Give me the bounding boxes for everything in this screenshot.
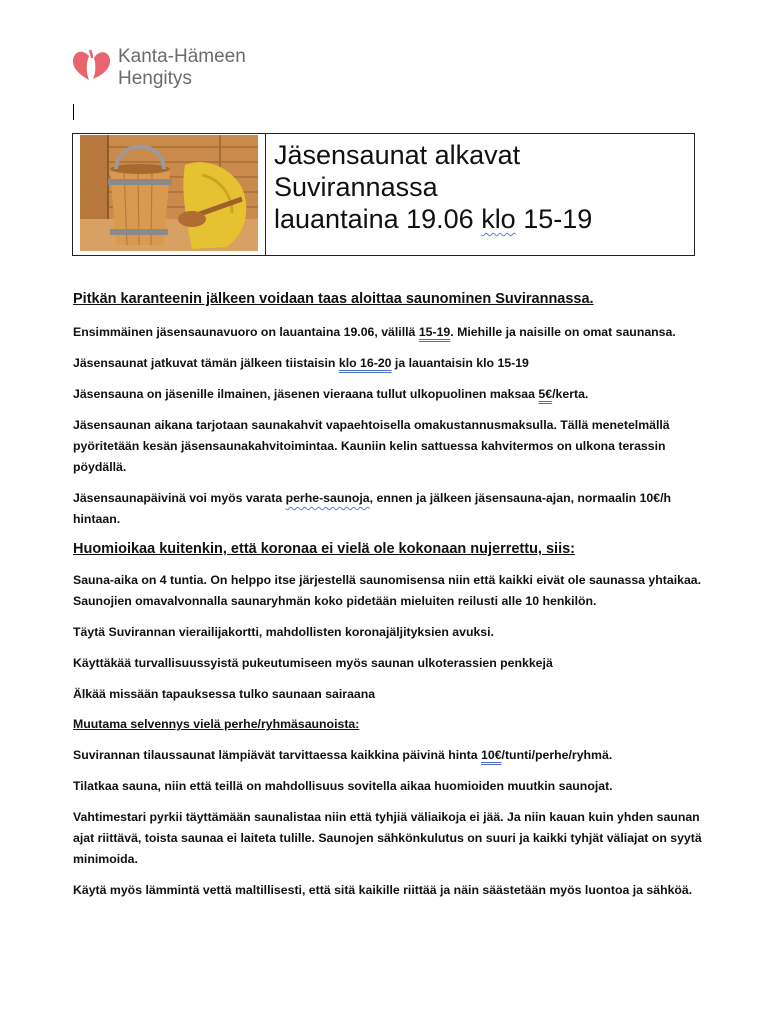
organization-logo (72, 44, 302, 96)
p3-rest: /kerta. (552, 387, 589, 401)
paragraph-coffee: Jäsensaunan aikana tarjotaan saunakahvit vapaehtoisella omakustannusmaksulla. Tällä menetelmällä pyöritetään kesän jäsensaunakahvitoimintaa. Kauniin kelin sattuessa kahvitermos on ulkona terassin pöydällä. (73, 418, 670, 474)
p1-rest: . Miehille ja naisille on omat saunansa. (450, 325, 676, 339)
heart-lungs-icon (72, 46, 112, 90)
paragraph-order-sauna: Tilatkaa sauna, niin että teillä on mahdollisuus sovitella aikaa huomioiden muutkin saunojat. (73, 779, 613, 793)
paragraph-caretaker: Vahtimestari pyrkii täyttämään saunalistaa niin että tyhjiä väliaikoja ei jää. Ja niin kauan kuin yhden saunan ajat riittävä, toista saunaa ei laiteta tulille. Saunojen sähkönkulutus on suuri ja kaikki tyhjät väliajat on syytä minimoida. (73, 810, 702, 866)
paragraph-family-sauna (73, 488, 703, 530)
subheading-family-groups: Muutama selvennys vielä perhe/ryhmäsaunoista: (73, 717, 360, 731)
paragraph-sick: Älkää missään tapauksessa tulko saunaan sairaana (73, 687, 376, 701)
paragraph-sauna-time: Sauna-aika on 4 tuntia. On helppo itse järjestellä saunomisensa niin että kaikki eivät ole saunassa yhtaikaa. Saunojien omavalvonnalla saunaryhmän koko pidetään mieluiten reilusti alle 10 henkilön. (73, 573, 702, 608)
document-body (73, 290, 703, 911)
p6-price: 10€ (481, 748, 502, 762)
p6-text: Suvirannan tilaussaunat lämpiävät tarvittaessa kaikkina päivinä hinta (73, 748, 482, 762)
title-line-2: Suvirannassa (274, 172, 438, 202)
p6-rest: /tunti/perhe/ryhmä. (501, 748, 613, 762)
p5-rest: , ennen ja jälkeen jäsensauna-ajan, normaalin 10€/h hintaan. (73, 491, 672, 526)
p2-rest: ja lauantaisin klo 15-19 (391, 356, 529, 370)
text-cursor (73, 104, 74, 120)
title-date: lauantaina 19.06 (274, 204, 482, 234)
p2-time: klo 16-20 (338, 356, 392, 370)
paragraph-continuing (73, 353, 703, 374)
p3-text: Jäsensauna on jäsenille ilmainen, jäsenen vieraana tullut ulkopuolinen maksaa (73, 387, 539, 401)
p5-family: perhe-saunoja (285, 491, 370, 505)
p5-text: Jäsensaunapäivinä voi myös varata (73, 491, 286, 505)
p1-time: 15-19 (418, 325, 451, 339)
title-time: 15-19 (515, 204, 593, 234)
paragraph-price (73, 384, 703, 405)
p2-text: Jäsensaunat jatkuvat tämän jälkeen tiistaisin (73, 356, 339, 370)
paragraph-visitor-card: Täytä Suvirannan vierailijakortti, mahdollisten koronajäljityksien avuksi. (73, 625, 494, 639)
section-2-heading: Huomioikaa kuitenkin, että koronaa ei vielä ole kokonaan nujerrettu, siis: (73, 541, 576, 557)
sauna-bucket-photo (73, 134, 266, 255)
p1-text: Ensimmäinen jäsensaunavuoro on lauantaina 19.06, välillä (73, 325, 419, 339)
logo-line-2: Hengitys (118, 68, 192, 89)
logo-line-1: Kanta-Hämeen (118, 46, 246, 67)
title-klo: klo (481, 204, 516, 234)
header-table (72, 133, 695, 256)
paragraph-order-price (73, 745, 703, 766)
logo-text (118, 46, 246, 90)
paragraph-terrace: Käyttäkää turvallisuussyistä pukeutumiseen myös saunan ulkoterassien penkkejä (73, 656, 553, 670)
p3-price: 5€ (538, 387, 553, 401)
paragraph-warm-water: Käytä myös lämmintä vettä maltillisesti, että sitä kaikille riittää ja näin säästetään myös luontoa ja sähköä. (73, 883, 693, 897)
section-1-heading: Pitkän karanteenin jälkeen voidaan taas aloittaa saunominen Suvirannassa. (73, 291, 594, 307)
title-line-3 (274, 203, 592, 235)
paragraph-first-shift (73, 322, 703, 343)
banner-title (266, 134, 592, 255)
title-line-1: Jäsensaunat alkavat (274, 140, 521, 170)
